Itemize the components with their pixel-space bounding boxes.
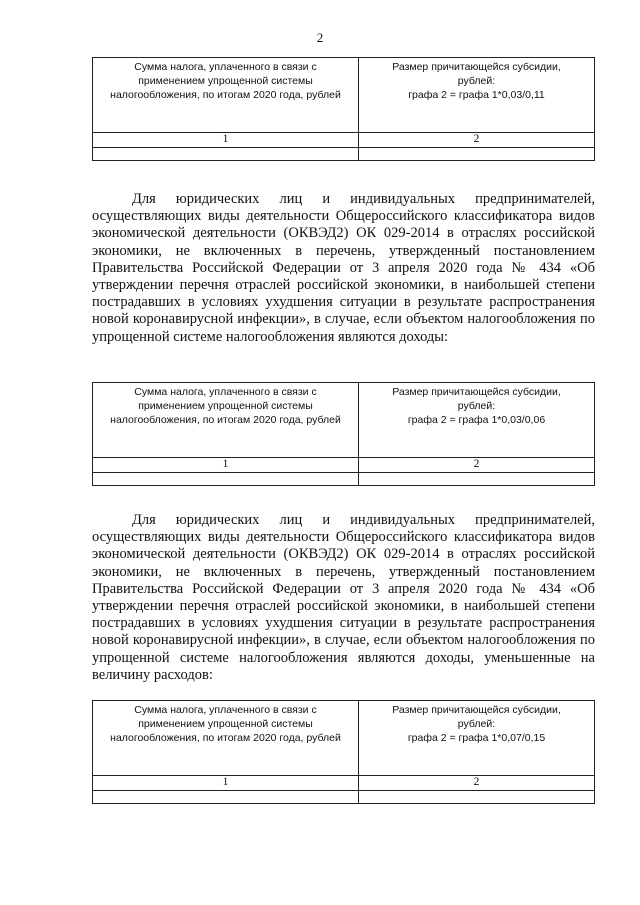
subsidy-table-2 xyxy=(92,382,595,486)
tax-amount-header: Сумма налога, уплаченного в связи с применением упрощенной системы налогообложения, по итогам 2020 года, рублей xyxy=(93,383,359,458)
empty-cell xyxy=(359,791,595,804)
empty-cell xyxy=(93,148,359,161)
column-number-2: 2 xyxy=(359,458,595,473)
empty-cell xyxy=(359,473,595,486)
column-number-1: 1 xyxy=(93,458,359,473)
subsidy-size-header: Размер причитающейся субсидии, рублей: графа 2 = графа 1*0,03/0,11 xyxy=(359,58,595,133)
subsidy-size-header: Размер причитающейся субсидии, рублей: графа 2 = графа 1*0,07/0,15 xyxy=(359,701,595,776)
column-number-2: 2 xyxy=(359,133,595,148)
tax-amount-header: Сумма налога, уплаченного в связи с применением упрощенной системы налогообложения, по итогам 2020 года, рублей xyxy=(93,58,359,133)
subsidy-size-header: Размер причитающейся субсидии, рублей: графа 2 = графа 1*0,03/0,06 xyxy=(359,383,595,458)
paragraph-income: Для юридических лиц и индивидуальных предпринимателей, осуществляющих виды деятельности Общероссийского классификатора видов экономической деятельности (ОКВЭД2) ОК 029-2014 в отраслях российской экономики, не включенных в перечень, утвержденный постановлением Правительства Российской Федерации от 3 апреля 2020 года № 434 «Об утверждении перечня отраслей российской экономики, в наибольшей степени пострадавших в условиях ухудшения ситуации в результате распространения новой коронавирусной инфекции», в случае, если объектом налогообложения по упрощенной системе налогообложения являются доходы: xyxy=(92,191,595,345)
empty-cell xyxy=(359,148,595,161)
page-number: 2 xyxy=(316,30,324,45)
tax-amount-header: Сумма налога, уплаченного в связи с применением упрощенной системы налогообложения, по итогам 2020 года, рублей xyxy=(93,701,359,776)
paragraph-income-minus-expenses: Для юридических лиц и индивидуальных предпринимателей, осуществляющих виды деятельности Общероссийского классификатора видов экономической деятельности (ОКВЭД2) ОК 029-2014 в отраслях российской экономики, не включенных в перечень, утвержденный постановлением Правительства Российской Федерации от 3 апреля 2020 года № 434 «Об утверждении перечня отраслей российской экономики, в наибольшей степени пострадавших в условиях ухудшения ситуации в результате распространения новой коронавирусной инфекции», в случае, если объектом налогообложения по упрощенной системе налогообложения являются доходы, уменьшенные на величину расходов: xyxy=(92,512,595,683)
empty-cell xyxy=(93,473,359,486)
column-number-1: 1 xyxy=(93,133,359,148)
subsidy-table-3 xyxy=(92,700,595,804)
empty-cell xyxy=(93,791,359,804)
subsidy-table-1 xyxy=(92,57,595,161)
column-number-2: 2 xyxy=(359,776,595,791)
column-number-1: 1 xyxy=(93,776,359,791)
